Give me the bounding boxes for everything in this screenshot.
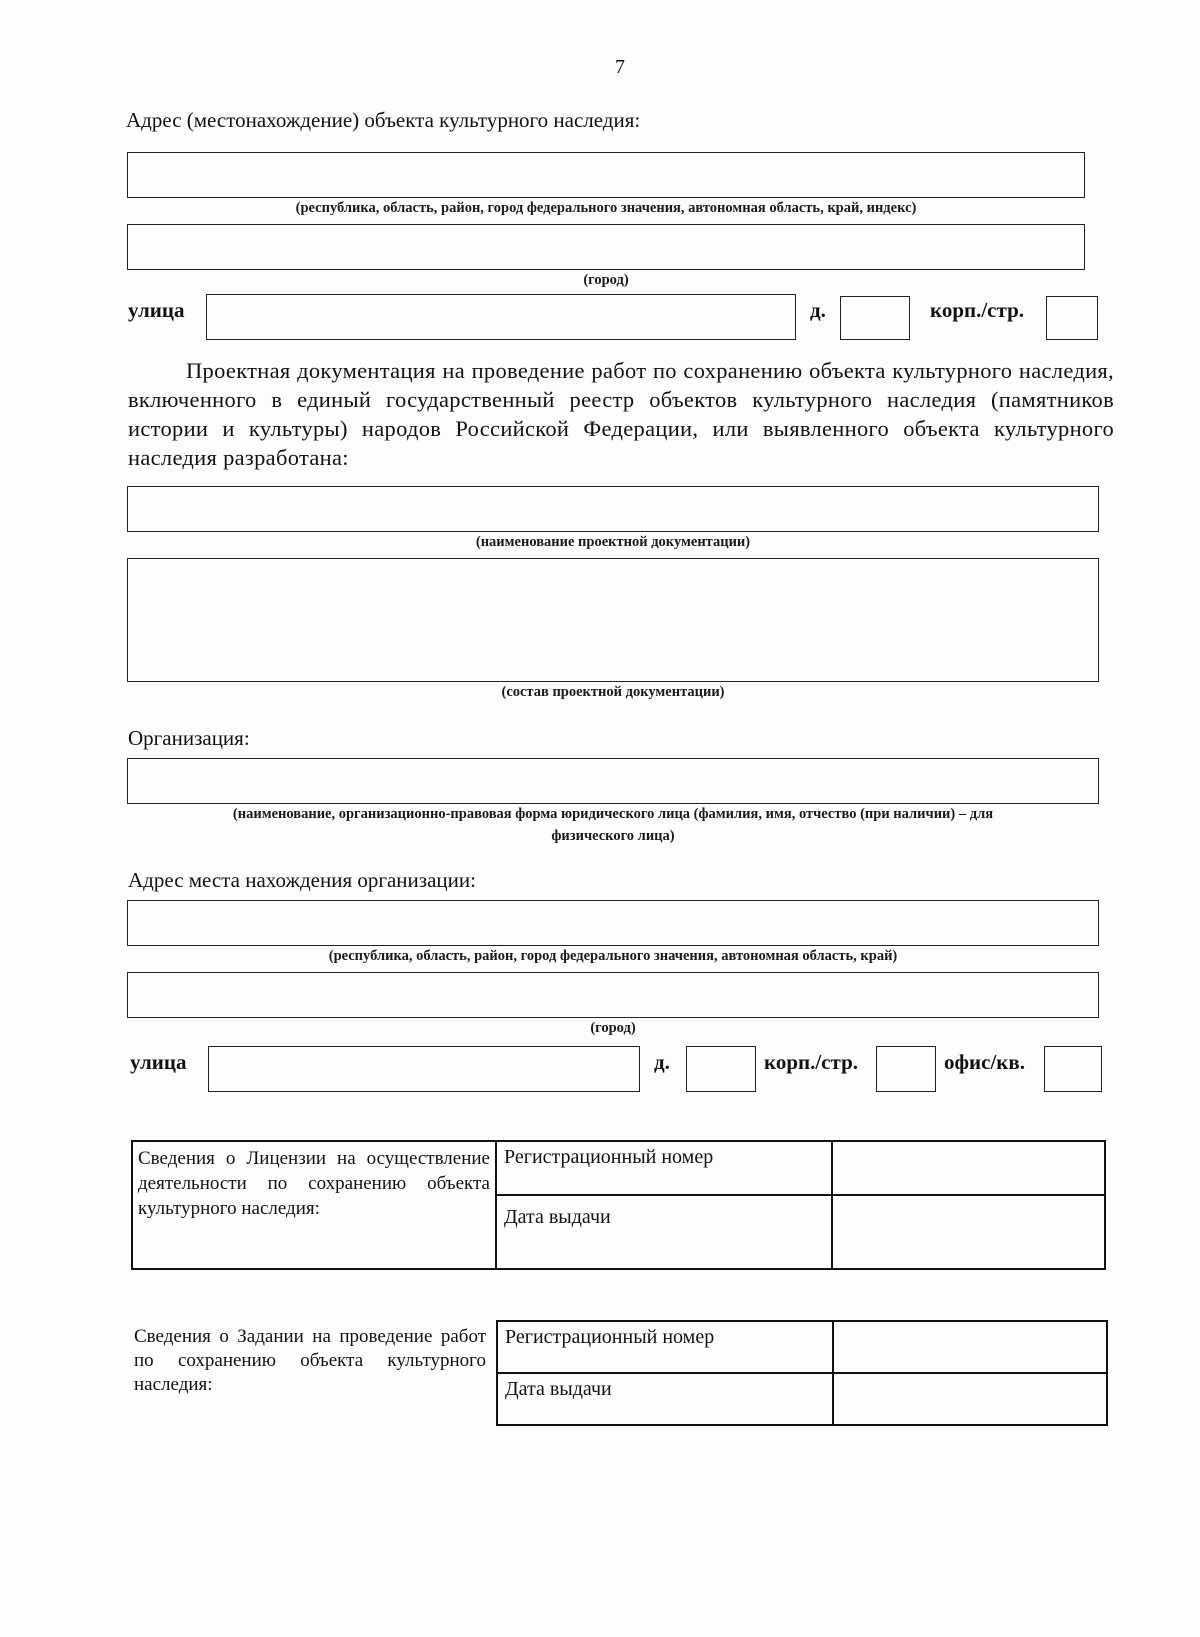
object-city-caption: (город): [583, 272, 629, 288]
org-office-field[interactable]: [1044, 1046, 1102, 1092]
org-building-label: корп./стр.: [764, 1050, 859, 1074]
project-doc-paragraph: Проектная документация на проведение работ по сохранению объекта культурного наследия, включенного в единый государственный реестр объектов культурного наследия (памятников истории и культуры) народов Российской Федерации, или выявленного объекта культурного наследия разработана:: [128, 358, 1114, 470]
assignment-table: [496, 1320, 1108, 1426]
organization-caption-line1: (наименование, организационно-правовая форма юридического лица (фамилия, имя, отчество (при наличии) – для: [232, 806, 994, 822]
object-address-heading: Адрес (местонахождение) объекта культурного наследия:: [126, 108, 641, 132]
assignment-issue-date-field[interactable]: [833, 1373, 1107, 1425]
org-street-field[interactable]: [208, 1046, 640, 1092]
project-doc-composition-field[interactable]: [127, 558, 1099, 682]
org-house-label: д.: [654, 1050, 670, 1074]
object-building-label: корп./стр.: [930, 298, 1025, 322]
org-region-field[interactable]: [127, 900, 1099, 946]
license-description-cell: [132, 1141, 496, 1269]
assignment-reg-number-field[interactable]: [833, 1321, 1107, 1373]
org-office-label: офис/кв.: [944, 1050, 1025, 1074]
assignment-description: Сведения о Задании на проведение работ по сохранению объекта культурного наследия:: [134, 1326, 486, 1395]
object-region-field[interactable]: [127, 152, 1085, 198]
organization-heading: Организация:: [128, 726, 250, 750]
object-house-field[interactable]: [840, 296, 910, 340]
license-issue-date-field[interactable]: [832, 1195, 1105, 1269]
organization-name-field[interactable]: [127, 758, 1099, 804]
license-issue-date-label: Дата выдачи: [504, 1206, 611, 1228]
object-region-caption: (республика, область, район, город федерального значения, автономная область, край, индекс): [295, 200, 917, 216]
license-reg-number-label-cell: [496, 1141, 832, 1195]
object-house-label: д.: [810, 298, 826, 322]
organization-caption-line2: физического лица): [551, 828, 675, 844]
project-doc-name-field[interactable]: [127, 486, 1099, 532]
org-city-caption: (город): [590, 1020, 636, 1036]
object-street-label: улица: [128, 298, 185, 322]
project-doc-composition-caption: (состав проектной документации): [501, 684, 725, 700]
org-region-caption: (республика, область, район, город федерального значения, автономная область, край): [328, 948, 898, 964]
object-building-field[interactable]: [1046, 296, 1098, 340]
license-description: Сведения о Лицензии на осуществление деятельности по сохранению объекта культурного наследия:: [138, 1148, 490, 1219]
license-table: [131, 1140, 1106, 1270]
assignment-reg-number-label: Регистрационный номер: [505, 1326, 715, 1348]
object-street-field[interactable]: [206, 294, 796, 340]
license-issue-date-label-cell: [496, 1195, 832, 1269]
page-number: 7: [615, 56, 625, 78]
assignment-issue-date-label-cell: [497, 1373, 833, 1425]
org-street-label: улица: [130, 1050, 187, 1074]
license-reg-number-label: Регистрационный номер: [504, 1146, 714, 1168]
license-reg-number-field[interactable]: [832, 1141, 1105, 1195]
org-city-field[interactable]: [127, 972, 1099, 1018]
assignment-issue-date-label: Дата выдачи: [505, 1378, 612, 1400]
assignment-reg-number-label-cell: [497, 1321, 833, 1373]
org-building-field[interactable]: [876, 1046, 936, 1092]
org-house-field[interactable]: [686, 1046, 756, 1092]
project-doc-name-caption: (наименование проектной документации): [475, 534, 751, 550]
object-city-field[interactable]: [127, 224, 1085, 270]
org-address-heading: Адрес места нахождения организации:: [128, 868, 476, 892]
